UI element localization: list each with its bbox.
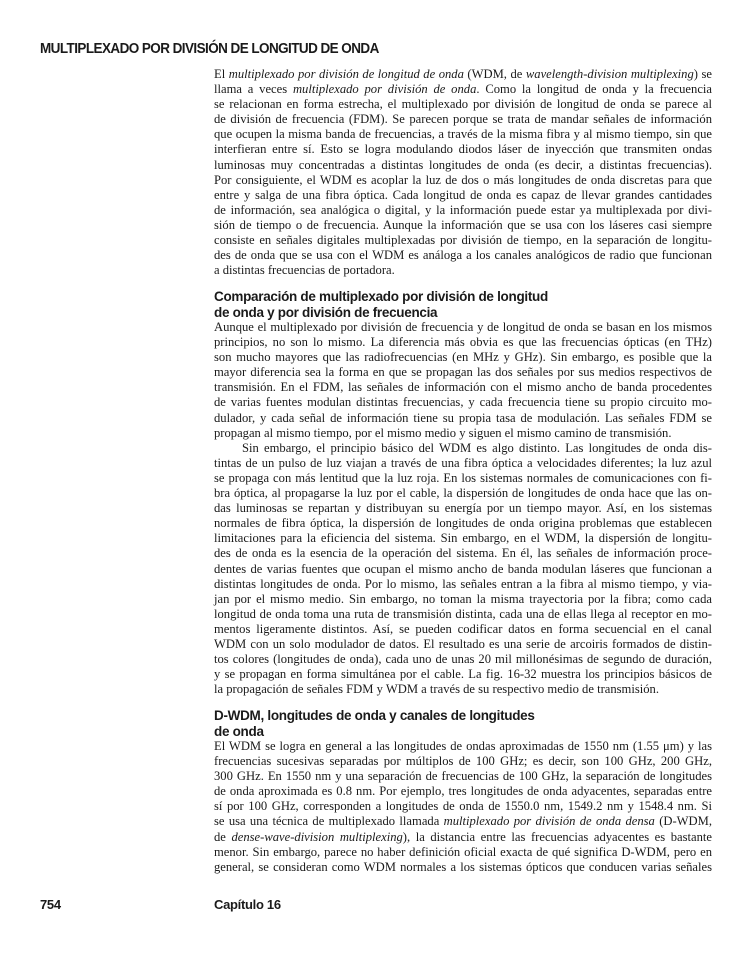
section-body <box>214 739 712 875</box>
text-run: (WDM, de <box>463 67 526 81</box>
text-run: tintas de un pulso de luz viajan a través de una fibra óptica a velocidades diferentes; la luz azul <box>214 455 712 470</box>
paragraph <box>214 320 712 441</box>
text-run: El WDM se logra en general a las longitudes de ondas aproximadas de 1550 nm (1.55 μm) y las <box>214 739 712 753</box>
italic-term: multiplexado por división de onda densa <box>443 814 655 829</box>
section-heading-line: D-WDM, longitudes de onda y canales de longitudes <box>214 708 535 723</box>
text-line <box>214 471 712 486</box>
text-line <box>214 577 712 592</box>
paragraph <box>214 739 712 875</box>
text-run: dentes de varias fuentes que ocupan el mismo ancho de banda modulan láseres que funcionan a <box>214 561 712 576</box>
text-run: de división de frecuencia (FDM). Se parecen porque se trata de mandar señales de información <box>214 112 712 127</box>
text-run: general, se consideran como WDM normales a los sistemas ópticos que conducen varias señales <box>214 859 712 874</box>
text-line <box>214 248 712 263</box>
text-line <box>214 127 712 142</box>
text-line <box>214 845 712 860</box>
text-run: se relacionan en forma estrecha, el multiplexado por división de longitud de onda se parece al <box>214 97 712 112</box>
text-line <box>214 67 712 82</box>
text-line <box>214 158 712 173</box>
text-line <box>214 592 712 607</box>
text-line <box>214 395 712 410</box>
text-run: normales de fibra óptica, la dispersión de longitudes de onda origina problemas que establecen <box>214 516 712 531</box>
italic-term: multiplexado por división de onda <box>292 82 477 97</box>
text-line <box>214 380 712 395</box>
text-line <box>214 426 712 441</box>
text-line <box>214 320 712 335</box>
text-run: (D-WDM, <box>654 814 712 829</box>
text-line <box>214 218 712 233</box>
section-heading <box>214 708 535 739</box>
text-run: distintas longitudes de onda. Por lo mismo, las señales entran a la fibra al mismo tiempo, y via- <box>214 576 712 591</box>
text-run: WDM con un solo modulador de datos. El resultado es una serie de arcoiris formados de distin- <box>214 636 712 651</box>
text-line <box>214 173 712 188</box>
text-line <box>214 652 712 667</box>
text-run: se usa una técnica de multiplexado llamada <box>214 814 444 829</box>
text-run: son mucho mayores que las radiofrecuencias (en MHz y GHz). Sin embargo, es posible que la <box>214 350 712 365</box>
text-line <box>214 142 712 157</box>
text-line <box>214 739 712 754</box>
text-run: principios, no son lo mismo. La diferencia más obvia es que las frecuencias ópticas (en THz) <box>214 335 712 350</box>
text-line <box>214 350 712 365</box>
text-line <box>214 860 712 875</box>
text-line <box>214 769 712 784</box>
chapter-label: Capítulo 16 <box>214 897 281 912</box>
text-line <box>214 411 712 426</box>
text-line <box>214 607 712 622</box>
text-line <box>214 622 712 637</box>
italic-term: dense-wave-division multiplexing <box>231 829 403 844</box>
text-run: El <box>214 67 229 81</box>
text-run: de <box>214 829 232 844</box>
text-run: de onda aproximada es 0.8 nm. Por ejemplo, tres longitudes de onda adyacentes, separadas entre <box>214 784 712 799</box>
text-line <box>214 441 712 456</box>
italic-term: multiplexado por división de longitud de onda <box>228 67 464 81</box>
text-line <box>214 97 712 112</box>
text-run: menor. Sin embargo, parece no haber definición oficial exacta de qué significa D-WDM, pero en <box>214 844 712 859</box>
paragraph <box>214 67 712 278</box>
text-line <box>214 754 712 769</box>
text-run: que ocupen la misma banda de frecuencias, a través de la misma fibra y al mismo tiempo, sin que <box>214 127 712 142</box>
text-run: Por consiguiente, el WDM es acoplar la luz de dos o más longitudes de onda discretas para que <box>214 172 712 187</box>
text-run: mentos ligeramente distintos. Así, se pueden codificar datos en forma secuencial en el canal <box>214 621 712 636</box>
text-run: luminosas muy concentradas a distintas longitudes de onda (es decir, a distintas frecuencias). <box>214 157 712 172</box>
section-body <box>214 320 712 697</box>
text-run: des de onda es la esencia de la operación del sistema. En él, las señales de información proce- <box>214 546 712 561</box>
text-run: sión de tiempo o de frecuencia. Aunque la información que se usa con los láseres casi siempre <box>214 217 712 232</box>
text-run: ) se <box>693 67 712 81</box>
text-run: propagan al mismo tiempo, por el mismo medio y siguen el mismo camino de transmisión. <box>214 425 672 440</box>
text-line <box>214 814 712 829</box>
text-run: de varias fuentes modulan distintas frecuencias, y cada frecuencia tiene su propio circuito mo- <box>214 395 712 410</box>
text-run: interfieran entre sí. Esto se logra modulando diodos láser de inyección que transmiten ondas <box>214 142 712 157</box>
section-heading-line: Comparación de multiplexado por división de longitud <box>214 289 548 304</box>
text-run: sí por 100 GHz, corresponden a longitudes de onda de 1550.0 nm, 1549.2 nm y 1548.4 nm. Si <box>214 799 712 814</box>
text-run: Sin embargo, el principio básico del WDM es algo distinto. Las longitudes de onda dis- <box>242 440 712 455</box>
text-run: tos colores (longitudes de onda), cada uno de unas 20 mil millonésimas de segundo de duración, <box>214 652 712 667</box>
paragraph <box>214 441 712 698</box>
text-run: se propaga con más lentitud que la luz roja. En los sistemas normales de comunicaciones con fi- <box>214 470 712 485</box>
text-run: dulador, y cada señal de información tiene su propia tasa de modulación. Las señales FDM se <box>214 410 712 425</box>
text-run: de información, sea analógica o digital, y la información puede estar ya multiplexada por divi- <box>214 202 712 217</box>
text-run: mayor diferencia sea la forma en que se propagan las dos señales por sus medios respectivos de <box>214 365 712 380</box>
text-run: frecuencias sucesivas separadas por múltiplos de 100 GHz; es decir, son 100 GHz, 200 GHz, <box>214 754 712 769</box>
text-run: 300 GHz. En 1550 nm y una separación de frecuencias de 100 GHz, la separación de longitudes <box>214 769 712 784</box>
text-run: la propagación de señales FDM y WDM a través de su respectivo medio de transmisión. <box>214 682 659 697</box>
text-line <box>214 486 712 501</box>
text-line <box>214 830 712 845</box>
text-line <box>214 516 712 531</box>
text-run: des de onda que se usa con el WDM es análoga a los canales analógicos de radio que funcionan <box>214 248 712 263</box>
text-line <box>214 501 712 516</box>
text-line <box>214 112 712 127</box>
italic-term: wavelength-division multiplexing <box>525 67 694 81</box>
section-heading-line: de onda <box>214 723 264 739</box>
text-run: Aunque el multiplexado por división de frecuencia y de longitud de onda se basan en los mismos <box>214 320 712 334</box>
text-run: y se propagan en forma simultánea por el cable. La fig. 16-32 muestra los principios básicos de <box>214 667 712 682</box>
text-line <box>214 562 712 577</box>
text-line <box>214 233 712 248</box>
text-run: limitaciones para la eficiencia del sistema. Sin embargo, en el WDM, la dispersión de longitu- <box>214 531 712 546</box>
text-line <box>214 203 712 218</box>
text-line <box>214 682 712 697</box>
page-title: MULTIPLEXADO POR DIVISIÓN DE LONGITUD DE ONDA <box>40 41 379 57</box>
text-line <box>214 667 712 682</box>
text-run: . Como la longitud de onda y la frecuencia <box>476 82 712 97</box>
text-run: llama a veces <box>214 82 293 97</box>
section-body <box>214 67 712 278</box>
text-run: longitud de onda toma una ruta de transmisión distinta, cada una de ellas llega al receptor en mo- <box>214 606 712 621</box>
text-run: bra óptica, al propagarse la luz por el cable, la dispersión de longitudes de onda hace que las on- <box>214 486 712 501</box>
text-line <box>214 799 712 814</box>
text-line <box>214 637 712 652</box>
section-heading <box>214 289 548 320</box>
section-heading-line: de onda y por división de frecuencia <box>214 304 438 320</box>
text-run: entre y salga de una fibra óptica. Cada longitud de onda es capaz de llevar grandes cantidades <box>214 187 712 202</box>
text-line <box>214 335 712 350</box>
text-run: ), la distancia entre las frecuencias adyacentes es bastante <box>402 829 712 844</box>
text-run: consiste en señales digitales multiplexadas por división de tiempo, en la separación de longitu- <box>214 233 712 248</box>
text-line <box>214 82 712 97</box>
page-number: 754 <box>40 897 61 912</box>
text-line <box>214 365 712 380</box>
text-run: a distintas frecuencias de portadora. <box>214 263 395 278</box>
text-line <box>214 784 712 799</box>
text-line <box>214 188 712 203</box>
text-run: das luminosas se repartan y distribuyan su energía por un tiempo mayor. Así, en los sistemas <box>214 501 712 516</box>
text-run: transmisión. En el FDM, las señales de información con el mismo ancho de banda procedentes <box>214 380 712 395</box>
text-line <box>214 263 712 278</box>
text-run: jan por el mismo medio. Sin embargo, no toman la misma trayectoria por la fibra; como cada <box>214 591 712 606</box>
text-line <box>214 531 712 546</box>
text-line <box>214 546 712 561</box>
text-line <box>214 456 712 471</box>
